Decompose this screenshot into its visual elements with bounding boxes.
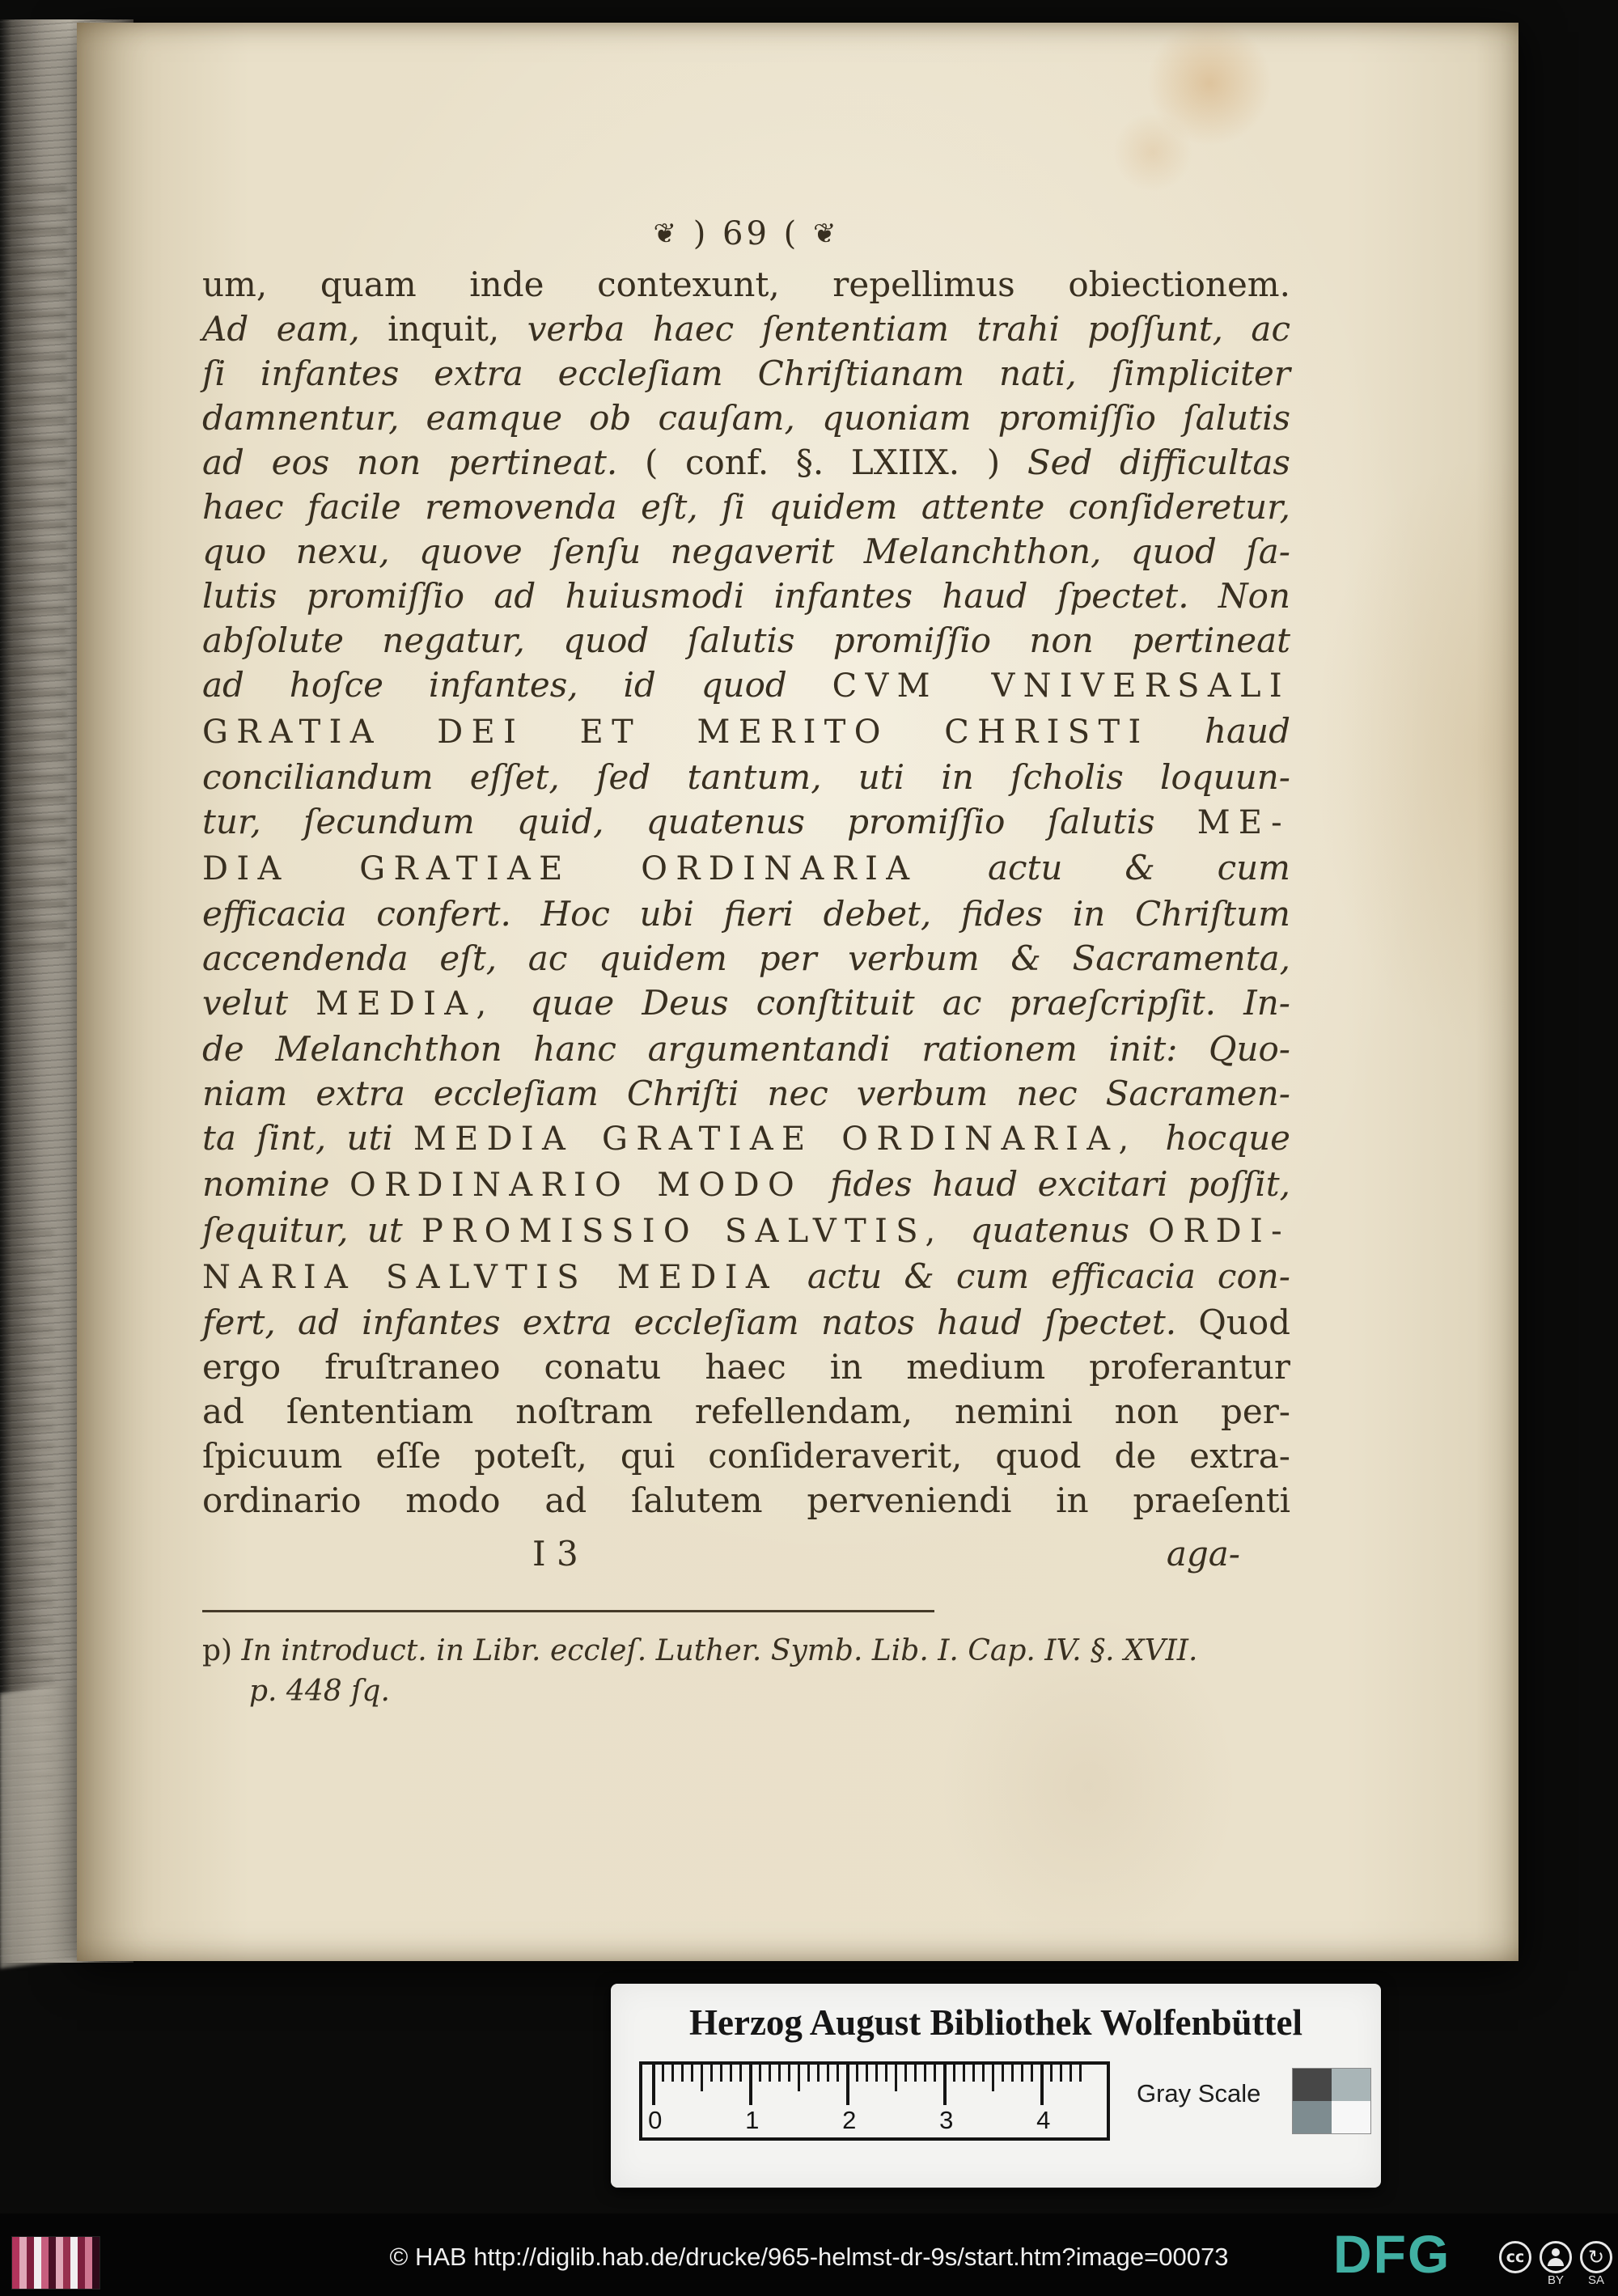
ruler-tick [982, 2065, 985, 2082]
signature-row [202, 1534, 1290, 1578]
text-line [202, 1434, 1290, 1478]
ruler-tick [1011, 2065, 1014, 2082]
ruler-tick [701, 2065, 703, 2091]
text-segment: ad ſententiam noſtram refellendam, nemini non per- [202, 1392, 1290, 1431]
color-calibration-strip [11, 2236, 100, 2290]
text-segment: ad eos non pertineat. [202, 443, 645, 482]
text-segment: ( conf. §. LXIIX. ) [644, 443, 1027, 482]
ruler-tick [914, 2065, 917, 2082]
ruler-tick [681, 2065, 684, 2082]
text-line [202, 351, 1290, 396]
text-segment: In introduct. in Libr. eccleſ. Luther. Symb. Lib. I. Cap. IV. §. XVII. [241, 1634, 1198, 1667]
library-label-plaque [611, 1984, 1381, 2188]
text-line [202, 799, 1290, 845]
ruler-tick [788, 2065, 790, 2082]
text-segment: um, quam inde contexunt, repellimus obiectionem. [202, 265, 1290, 304]
sa-label: SA [1587, 2273, 1604, 2287]
paper-page [77, 23, 1518, 1961]
text-line [202, 1027, 1290, 1071]
ruler-number: 4 [1036, 2106, 1051, 2134]
text-segment: CVM VNIVERSALI [832, 667, 1290, 705]
text-segment: inquit, [359, 309, 527, 349]
gray-patch [1293, 2101, 1332, 2133]
text-segment: ta ſint, uti [202, 1118, 413, 1158]
text-segment: ordinario modo ad ſalutem perveniendi in praeſenti [202, 1481, 1290, 1520]
ruler-tick [778, 2065, 781, 2082]
ruler-tick [710, 2065, 713, 2082]
text-line [202, 485, 1290, 529]
ruler-tick [866, 2065, 868, 2082]
text-segment: ME- [1197, 804, 1290, 841]
text-line [202, 663, 1290, 709]
ruler-tick [739, 2065, 742, 2082]
text-segment: verba haec ſententiam trahi poſſunt, ac [527, 309, 1290, 349]
plaque-title: Herzog August Bibliothek Wolfenbüttel [689, 2002, 1302, 2043]
ruler-tick [1040, 2065, 1044, 2105]
ruler-number: 0 [648, 2106, 663, 2134]
ruler-tick [837, 2065, 839, 2082]
text-line [202, 1631, 1290, 1671]
text-line [202, 892, 1290, 936]
ruler-tick [769, 2065, 771, 2082]
text-segment: p) [202, 1634, 242, 1667]
body-text [202, 262, 1290, 1523]
text-line [202, 1162, 1290, 1208]
color-bar [85, 2237, 92, 2289]
fleuron-icon: ❦ [653, 218, 680, 250]
ruler-tick [846, 2065, 849, 2105]
color-bar [78, 2237, 85, 2289]
ruler-tick [972, 2065, 975, 2082]
text-segment: MEDIA, [316, 985, 531, 1023]
text-line [202, 1389, 1290, 1434]
text-line [202, 1254, 1290, 1300]
text-line [202, 396, 1290, 440]
page-number-ornament [202, 215, 1290, 252]
ruler-tick [875, 2065, 878, 2082]
ruler-tick [652, 2065, 655, 2105]
footnote [202, 1631, 1290, 1712]
ruler-tick [749, 2065, 752, 2105]
text-line [202, 1345, 1290, 1389]
share-alike-icon [1580, 2241, 1612, 2273]
ruler-tick [856, 2065, 858, 2082]
ruler-tick [720, 2065, 722, 2082]
text-line [202, 936, 1290, 981]
text-segment: haud [1204, 711, 1290, 751]
ruler-tick [1079, 2065, 1082, 2082]
color-bar [70, 2237, 78, 2289]
ruler-tick [1002, 2065, 1004, 2082]
text-segment: lutis promiſſio ad huiusmodi infantes haud ſpectet. Non [202, 576, 1290, 616]
text-segment: quo nexu, quove ſenſu negaverit Melanchthon, quod ſa- [202, 532, 1290, 571]
cc-icon-column [1498, 2241, 1532, 2288]
text-segment: MEDIA GRATIAE ORDINARIA, [413, 1120, 1166, 1158]
text-segment: Sed difficultas [1027, 443, 1290, 482]
person-body [1548, 2258, 1564, 2266]
ruler-tick [963, 2065, 965, 2082]
gray-patch [1332, 2101, 1370, 2133]
text-segment: conciliandum eſſet, ſed tantum, uti in ſcholis loquun- [202, 757, 1290, 797]
ruler-tick [904, 2065, 907, 2082]
ruler-tick [885, 2065, 887, 2082]
text-segment: fert, ad infantes extra eccleſiam natos haud ſpectet. [202, 1303, 1199, 1342]
text-line [202, 574, 1290, 618]
attribution-person-icon [1540, 2241, 1572, 2273]
gray-patch [1293, 2069, 1332, 2101]
text-line [202, 262, 1290, 307]
ruler-tick [934, 2065, 936, 2082]
dfg-logo: DFG [1333, 2224, 1451, 2284]
ruler-tick [943, 2065, 947, 2105]
text-segment: p. 448 ſq. [249, 1675, 390, 1708]
ruler-number: 3 [939, 2106, 954, 2134]
text-segment: nomine [202, 1164, 350, 1204]
sa-arrow-glyph: ↻ [1587, 2246, 1605, 2268]
text-line [202, 529, 1290, 574]
person-head [1552, 2248, 1560, 2256]
color-bar [92, 2237, 100, 2289]
ruler-tick [953, 2065, 955, 2082]
text-segment: GRATIA DEI ET MERITO CHRISTI [202, 714, 1205, 751]
text-segment: efficacia confert. Hoc ubi fieri debet, fides in Chriſtum [202, 894, 1290, 934]
text-line [202, 845, 1290, 892]
creative-commons-icon [1499, 2241, 1531, 2273]
text-segment: ad hoſce infantes, id quod [202, 665, 832, 705]
color-bar [49, 2237, 56, 2289]
ruler-tick [1069, 2065, 1072, 2082]
text-segment: Quod [1198, 1303, 1290, 1342]
text-line [202, 755, 1290, 799]
text-segment: Ad eam, [202, 309, 360, 349]
text-line [202, 618, 1290, 663]
ruler-tick [807, 2065, 810, 2082]
signature-mark: I 3 [532, 1534, 578, 1574]
footer-bar [0, 2213, 1618, 2296]
text-segment: PROMISSIO SALVTIS, [421, 1213, 971, 1250]
color-bar [12, 2237, 19, 2289]
ink-bleed-smudge [8, 173, 66, 950]
footnote-rule [202, 1610, 934, 1612]
text-segment: actu & cum efficacia con- [807, 1256, 1290, 1296]
ruler-tick [1050, 2065, 1053, 2082]
text-segment: ſi infantes extra eccleſiam Chriſtianam nati, ſimpliciter [202, 354, 1290, 393]
ruler-tick [1031, 2065, 1033, 2082]
ruler-tick [895, 2065, 897, 2091]
text-line [202, 981, 1290, 1027]
text-segment: velut [202, 983, 316, 1023]
text-segment: hocque [1165, 1118, 1290, 1158]
text-segment: quatenus [970, 1210, 1149, 1250]
text-line [202, 1208, 1290, 1254]
gray-patch [1332, 2069, 1370, 2101]
color-bar [34, 2237, 41, 2289]
text-line [202, 440, 1290, 485]
text-line [202, 709, 1290, 755]
text-segment: NARIA SALVTIS MEDIA [202, 1259, 807, 1296]
ruler-tick [924, 2065, 926, 2082]
fleuron-icon: ❦ [812, 218, 840, 250]
text-segment: accendenda eſt, ac quidem per verbum & Sacramenta, [202, 938, 1290, 978]
sa-icon-column [1579, 2241, 1613, 2288]
gray-scale-patches [1292, 2068, 1371, 2134]
page-number: ) 69 ( [693, 215, 800, 252]
text-segment: DIA GRATIAE ORDINARIA [202, 850, 988, 887]
copyright-url: © HAB http://diglib.hab.de/drucke/965-helmst-dr-9s/start.htm?image=00073 [389, 2243, 1229, 2271]
ruler-tick [730, 2065, 732, 2082]
ruler-number: 1 [745, 2106, 760, 2134]
text-line [202, 1478, 1290, 1523]
text-segment: tur, ſecundum quid, quatenus promiſſio ſalutis [202, 802, 1197, 841]
ruler [639, 2061, 1110, 2141]
ruler-tick [817, 2065, 820, 2082]
text-segment: de Melanchthon hanc argumentandi rationem init: Quo- [202, 1029, 1290, 1069]
text-segment: abſolute negatur, quod ſalutis promiſſio non pertineat [202, 621, 1290, 660]
catchword: aga- [1166, 1534, 1240, 1574]
ruler-tick [798, 2065, 800, 2091]
ruler-tick [691, 2065, 693, 2082]
text-segment: ORDINARIO MODO [349, 1167, 831, 1204]
text-segment: haec facile removenda eſt, ſi quidem attente conſideretur, [202, 487, 1290, 527]
text-segment: actu & cum [987, 848, 1290, 887]
color-bar [41, 2237, 49, 2289]
ruler-tick [759, 2065, 761, 2082]
text-segment: damnentur, eamque ob cauſam, quoniam promiſſio ſalutis [202, 398, 1290, 438]
ruler-tick [1060, 2065, 1062, 2082]
text-segment: niam extra eccleſiam Chriſti nec verbum nec Sacramen- [202, 1074, 1290, 1113]
text-segment: fides haud excitari poſſit, [830, 1164, 1291, 1204]
text-line [202, 1300, 1290, 1345]
text-line [249, 1671, 1290, 1712]
text-line [202, 1116, 1290, 1162]
text-line [202, 307, 1290, 351]
ruler-tick [992, 2065, 994, 2091]
ruler-number: 2 [842, 2106, 857, 2134]
color-bar [56, 2237, 63, 2289]
ruler-tick [1021, 2065, 1023, 2082]
ruler-tick [671, 2065, 674, 2082]
text-line [202, 1071, 1290, 1116]
gray-scale-label: Gray Scale [1137, 2079, 1261, 2107]
color-bar [19, 2237, 27, 2289]
ruler-tick [827, 2065, 829, 2082]
cc-license-icons [1498, 2241, 1613, 2288]
text-segment: ſpicuum eſſe poteſt, qui conſideraverit, quod de extra- [202, 1436, 1290, 1476]
color-bar [27, 2237, 34, 2289]
text-segment: ſequitur, ut [202, 1210, 421, 1250]
by-label: BY [1547, 2273, 1564, 2287]
text-segment: ORDI- [1148, 1213, 1291, 1250]
text-segment: quae Deus conſtituit ac praeſcripſit. In- [530, 983, 1291, 1023]
by-icon-column [1539, 2241, 1573, 2288]
color-bar [63, 2237, 70, 2289]
text-segment: ergo fruſtraneo conatu haec in medium proferantur [202, 1347, 1290, 1387]
ruler-tick [662, 2065, 664, 2082]
cc-glyph: cc [1506, 2248, 1525, 2266]
